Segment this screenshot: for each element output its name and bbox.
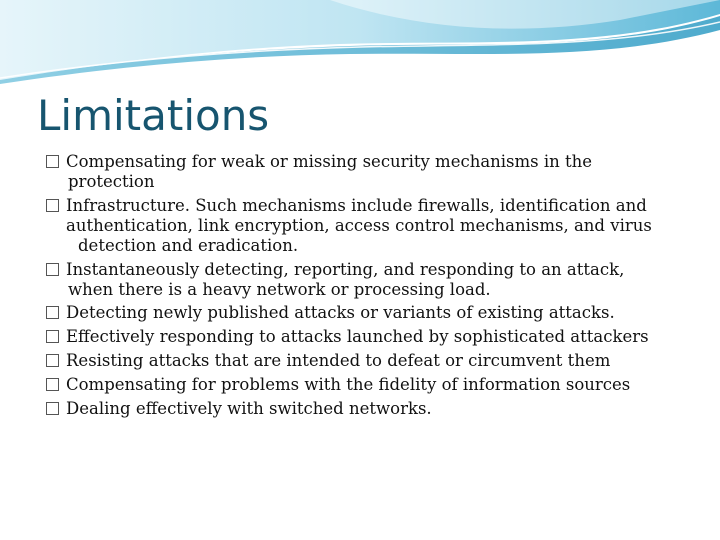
bullet-item bbox=[46, 196, 706, 256]
bullet-text: Resisting attacks that are intended to defeat or circumvent them bbox=[66, 350, 611, 370]
bullet-box-icon bbox=[46, 199, 59, 212]
bullet-item bbox=[46, 260, 706, 300]
bullet-box-icon bbox=[46, 330, 59, 343]
bullet-item bbox=[46, 327, 706, 347]
bullet-text: Instantaneously detecting, reporting, and responding to an attack, bbox=[66, 259, 625, 279]
bullet-box-icon bbox=[46, 263, 59, 276]
bullet-text: Effectively responding to attacks launched by sophisticated attackers bbox=[66, 327, 649, 347]
bullet-text: when there is a heavy network or processing load. bbox=[68, 279, 491, 299]
bullet-text: Infrastructure. Such mechanisms include firewalls, identification and bbox=[66, 195, 647, 215]
bullet-box-icon bbox=[46, 354, 59, 367]
bullet-text: Compensating for weak or missing security mechanisms in the bbox=[66, 152, 593, 171]
bullet-item bbox=[46, 152, 706, 192]
bullet-item bbox=[46, 351, 706, 371]
bullet-text: Compensating for problems with the fidelity of information sources bbox=[66, 374, 631, 394]
bullet-text: Detecting newly published attacks or variants of existing attacks. bbox=[66, 303, 615, 323]
bullet-list bbox=[46, 152, 706, 422]
bullet-text: authentication, link encryption, access control mechanisms, and virus bbox=[66, 215, 652, 235]
slide-title: Limitations bbox=[37, 91, 270, 140]
header-wave-decoration bbox=[0, 0, 720, 90]
bullet-box-icon bbox=[46, 402, 59, 415]
bullet-item bbox=[46, 375, 706, 395]
bullet-item bbox=[46, 399, 706, 419]
bullet-text: Dealing effectively with switched networks. bbox=[66, 398, 432, 418]
bullet-item bbox=[46, 303, 706, 323]
bullet-box-icon bbox=[46, 155, 59, 168]
bullet-text: protection bbox=[68, 172, 155, 191]
bullet-box-icon bbox=[46, 378, 59, 391]
bullet-box-icon bbox=[46, 306, 59, 319]
bullet-text: detection and eradication. bbox=[78, 235, 299, 255]
